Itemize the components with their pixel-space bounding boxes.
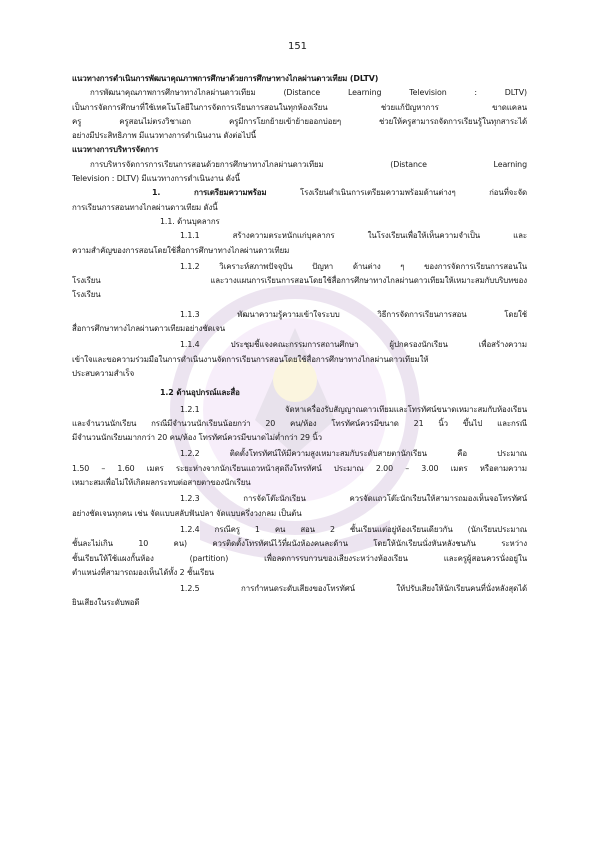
item-line: อย่างชัดเจนทุกคน เช่น จัดแบบสลับฟันปลา จัดแบบครึ่งวงกลม เป็นต้น <box>72 508 302 518</box>
item-line: 1.2.4 กรณีครู 1 คน สอน 2 ชั้นเรียนแต่อยู่ห้องเรียนเดียวกัน (นักเรียนประมาณ <box>180 524 527 534</box>
section-title: 1. การเตรียมความพร้อม <box>152 188 267 198</box>
item-line: โรงเรียน <box>72 290 101 300</box>
item-line: ยินเสียงในระดับพอดี <box>72 598 140 608</box>
item-line: มีจำนวนนักเรียนมากกว่า 20 คน/ห้อง โทรทัศน์ควรมีขนาดไม่ต่ำกว่า 29 นิ้ว <box>72 433 322 443</box>
subsection-heading: 1.2 ด้านอุปกรณ์และสื่อ <box>160 388 240 398</box>
item-line: 1.1.3 พัฒนาความรู้ความเข้าใจระบบ วิธีการจัดการเรียนการสอน โดยใช้ <box>180 309 527 319</box>
item-line: เหมาะสมเพื่อไม่ให้เกิดผลกระทบต่อสายตาของนักเรียน <box>72 478 251 488</box>
item-line: ชั้นเรียนให้ใช้แผงกั้นห้อง (partition) เพื่อลดการรบกวนของเสียงระหว่างห้องเรียน และครูผู้สอนควรนั่งอยู่ใน <box>72 553 527 563</box>
paragraph-line: อย่างมีประสิทธิภาพ มีแนวทางการดำเนินงาน ดังต่อไปนี้ <box>72 131 256 141</box>
item-line: และจำนวนนักเรียน กรณีมีจำนวนนักเรียนน้อยกว่า 20 คน/ห้อง โทรทัศน์ควรมีขนาด 21 นิ้ว ขึ้นไป และกรณี <box>72 418 527 428</box>
paragraph-line: เป็นการจัดการศึกษาที่ใช้เทคโนโลยีในการจัดการเรียนการสอนในทุกห้องเรียน ช่วยแก้ปัญหาการ ขาดแคลน <box>72 102 527 112</box>
document-body <box>72 72 527 611</box>
item-line: โรงเรียน และวางแผนการเรียนการสอนโดยใช้สื่อการศึกษาทางไกลผ่านดาวเทียมให้เหมาะสมกับบริบทของ <box>72 276 527 286</box>
page-number: 151 <box>287 41 308 52</box>
section-text: โรงเรียนดำเนินการเตรียมความพร้อมด้านต่างๆ ก่อนที่จะจัด <box>266 188 528 198</box>
section-heading: แนวทางการบริหารจัดการ <box>72 145 159 155</box>
item-line: 1.2.5 การกำหนดระดับเสียงของโทรทัศน์ ให้ปรับเสียงให้นักเรียนคนที่นั่งหลังสุดได้ <box>180 584 527 594</box>
item-line: 1.1.1 สร้างความตระหนักแก่บุคลากร ในโรงเรียนเพื่อให้เห็นความจำเป็น และ <box>180 231 527 241</box>
item-line: เข้าใจและขอความร่วมมือในการดำเนินงานจัดการเรียนการสอนโดยใช้สื่อการศึกษาทางไกลผ่านดาวเทียมให้ <box>72 354 429 364</box>
paragraph-line: ครู ครูสอนไม่ตรงวิชาเอก ครูมีการโยกย้ายเข้าย้ายออกบ่อยๆ ช่วยให้ครูสามารถจัดการเรียนรู้ในทุกสาระได้ <box>72 116 527 126</box>
item-line: 1.1.2 วิเคราะห์สภาพปัจจุบัน ปัญหา ด้านต่าง ๆ ของการจัดการเรียนการสอนใน <box>180 261 527 271</box>
paragraph-line: การพัฒนาคุณภาพการศึกษาทางไกลผ่านดาวเทียม (Distance Learning Television : DLTV) <box>90 88 527 98</box>
item-line: ประสบความสำเร็จ <box>72 368 135 378</box>
subsection-heading: 1.1. ด้านบุคลากร <box>160 216 220 226</box>
item-line: ชั้นละไม่เกิน 10 คน) ควรติดตั้งโทรทัศน์ไว้ที่ผนังห้องคนละด้าน โดยให้นักเรียนนั่งหันหลังชนกัน ระหว่าง <box>72 539 527 549</box>
item-line: สื่อการศึกษาทางไกลผ่านดาวเทียมอย่างชัดเจน <box>72 324 226 334</box>
paragraph-line: Television : DLTV) มีแนวทางการดำเนินงาน ดังนี้ <box>72 174 240 184</box>
item-line: ตำแหน่งที่สามารถมองเห็นได้ทั้ง 2 ชั้นเรียน <box>72 567 215 577</box>
item-line: 1.2.1 จัดหาเครื่องรับสัญญาณดาวเทียมและโทรทัศน์ขนาดเหมาะสมกับห้องเรียน <box>180 404 527 414</box>
paragraph-line: การบริหารจัดการการเรียนการสอนด้วยการศึกษาทางไกลผ่านดาวเทียม (Distance Learning <box>90 159 527 169</box>
section-heading: แนวทางการดำเนินการพัฒนาคุณภาพการศึกษาด้วยการศึกษาทางไกลผ่านดาวเทียม (DLTV) <box>72 74 379 83</box>
item-line: 1.50 – 1.60 เมตร ระยะห่างจากนักเรียนแถวหน้าสุดถึงโทรทัศน์ ประมาณ 2.00 – 3.00 เมตร หรือตามความ <box>72 463 527 473</box>
item-line: 1.1.4 ประชุมชี้แจงคณะกรรมการสถานศึกษา ผู้ปกครองนักเรียน เพื่อสร้างความ <box>180 340 527 350</box>
item-line: 1.2.2 ติดตั้งโทรทัศน์ให้มีความสูงเหมาะสมกับระดับสายตานักเรียน คือ ประมาณ <box>180 449 527 459</box>
item-line: 1.2.3 การจัดโต๊ะนักเรียน ควรจัดแถวโต๊ะนักเรียนให้สามารถมองเห็นจอโทรทัศน์ <box>180 494 527 504</box>
paragraph-line: การเรียนการสอนทางไกลผ่านดาวเทียม ดังนี้ <box>72 202 218 212</box>
numbered-section <box>72 186 527 200</box>
item-line: ความสำคัญของการสอนโดยใช้สื่อการศึกษาทางไกลผ่านดาวเทียม <box>72 245 290 255</box>
